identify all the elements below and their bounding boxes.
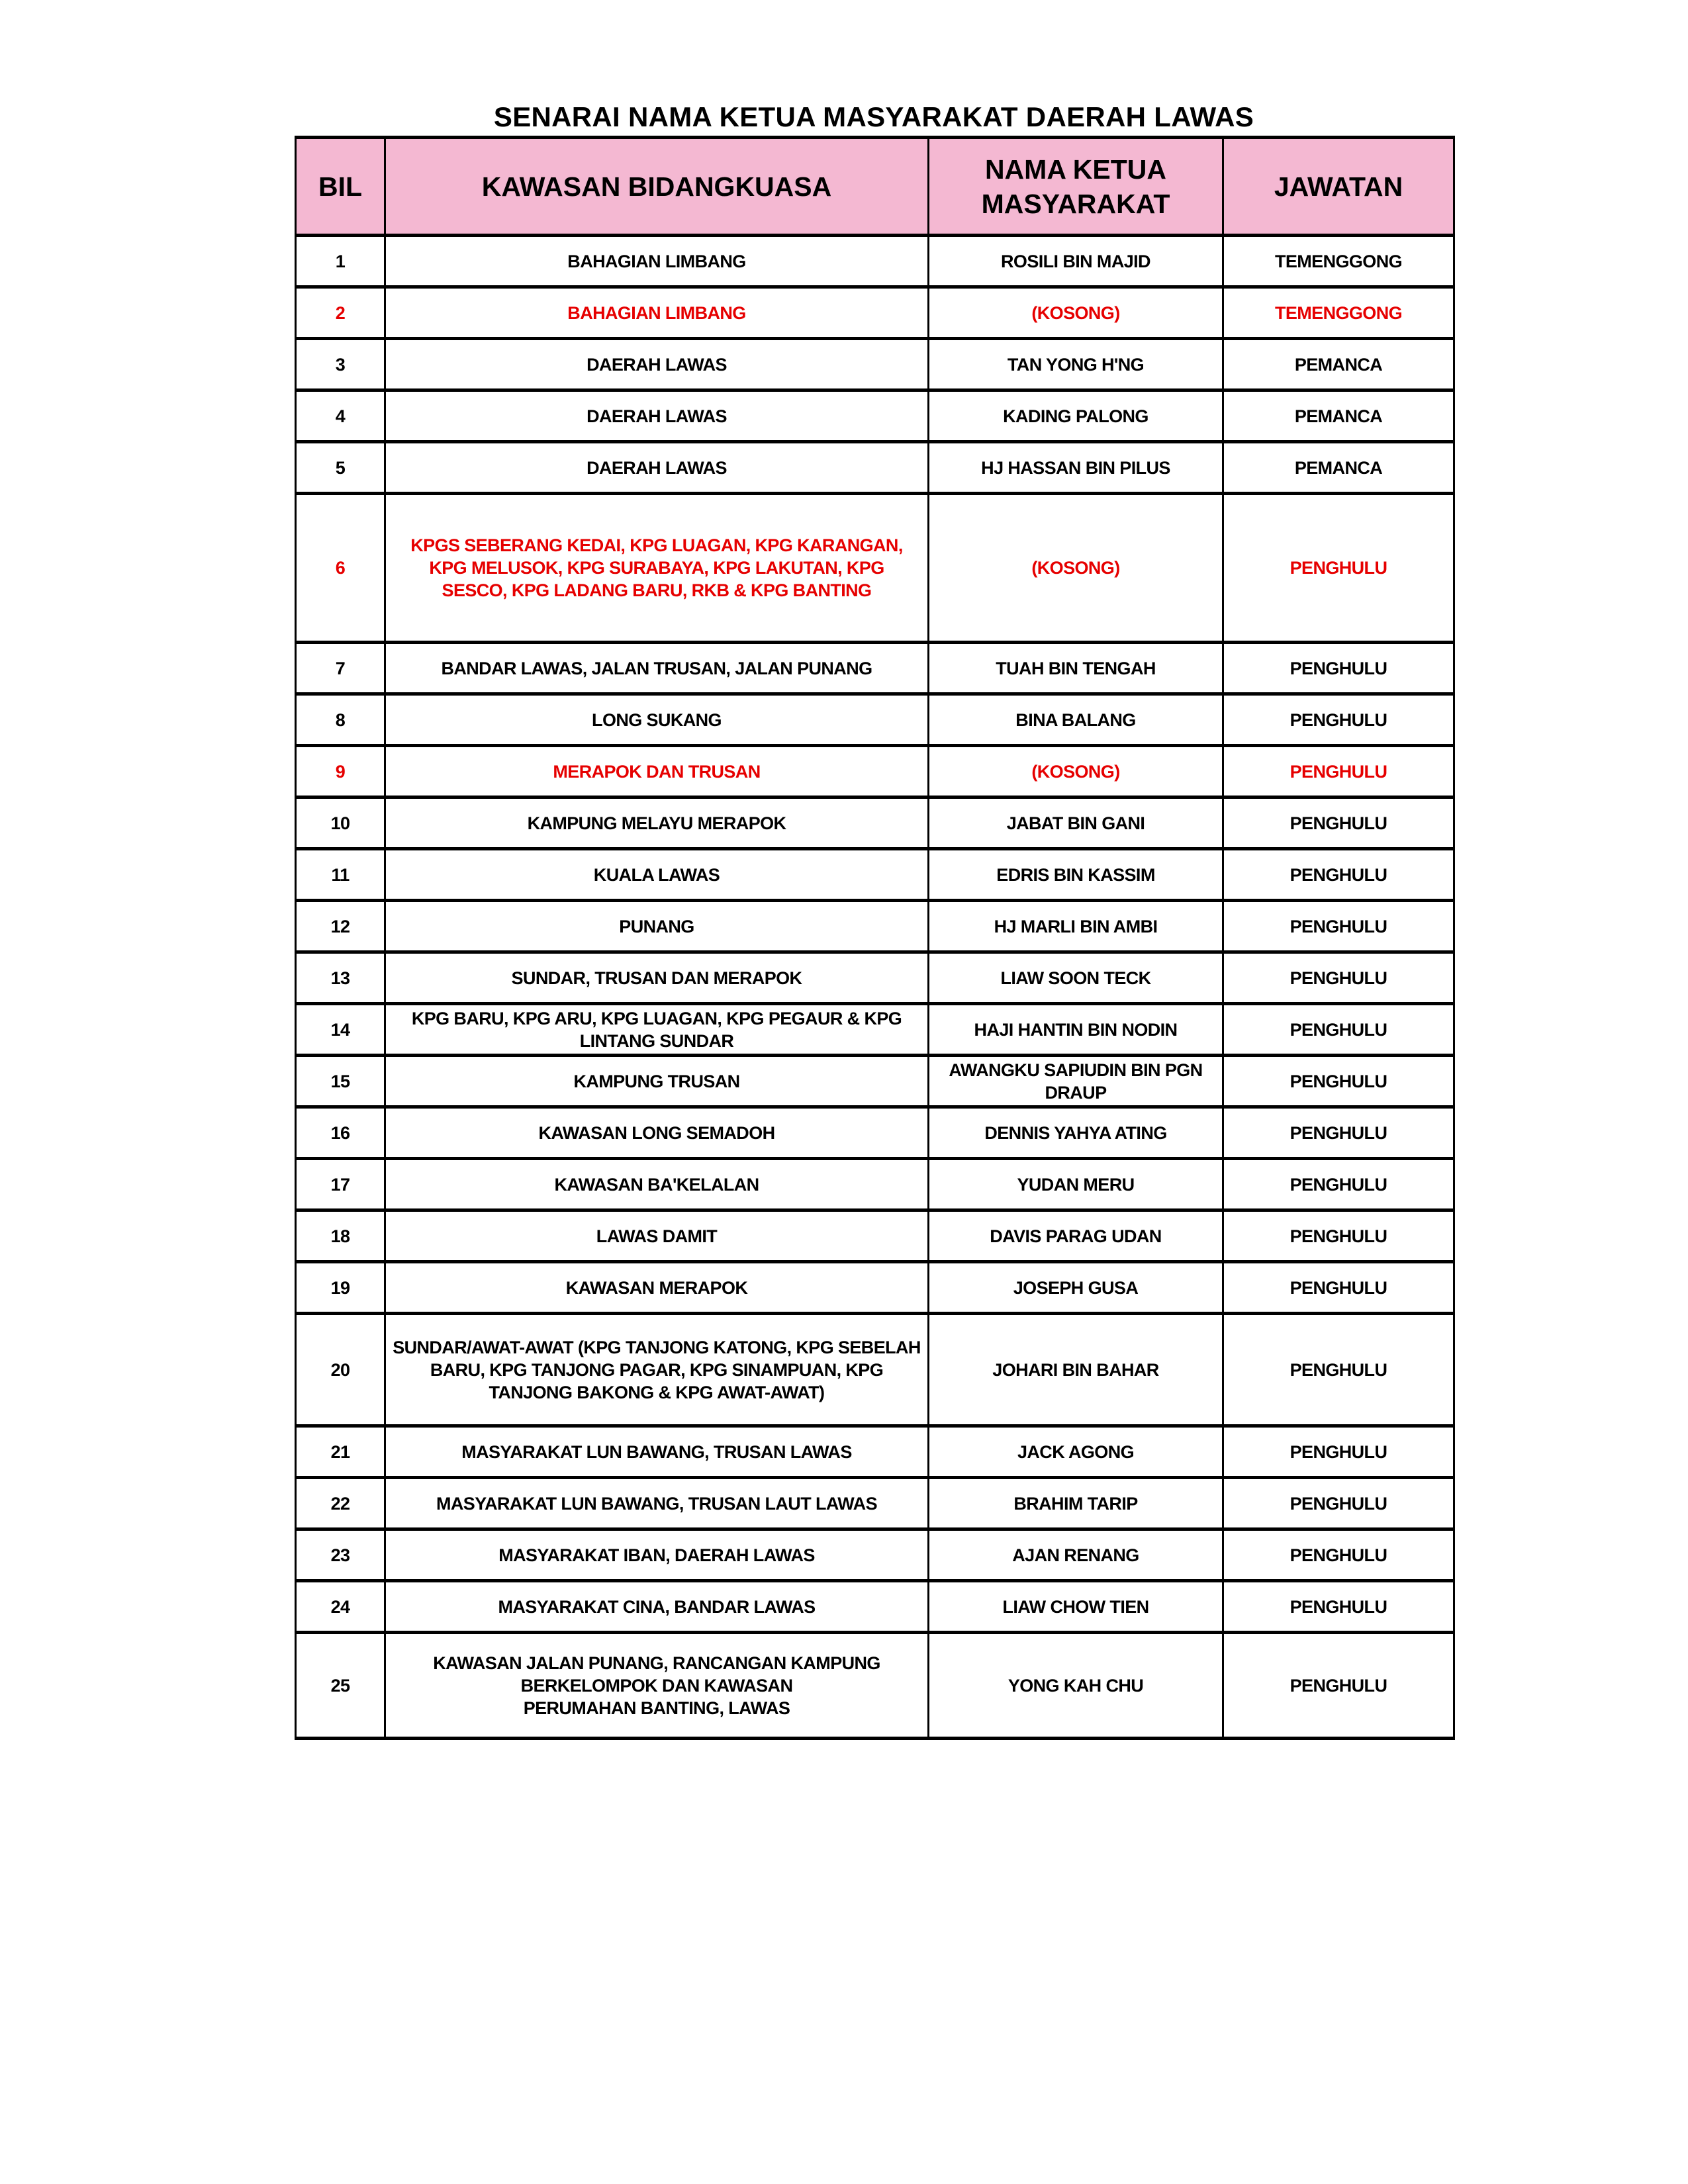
cell-nama-ketua: AWANGKU SAPIUDIN BIN PGN DRAUP [929, 1056, 1223, 1107]
table-row [296, 1210, 1454, 1262]
cell-kawasan-bidangkuasa: SUNDAR, TRUSAN DAN MERAPOK [385, 952, 929, 1004]
table-row [296, 236, 1454, 287]
table-row [296, 1262, 1454, 1314]
cell-jawatan: PENGHULU [1223, 1210, 1454, 1262]
cell-kawasan-bidangkuasa: DAERAH LAWAS [385, 442, 929, 494]
cell-nama-ketua: TUAH BIN TENGAH [929, 643, 1223, 694]
cell-kawasan-bidangkuasa: KAWASAN LONG SEMADOH [385, 1107, 929, 1159]
cell-kawasan-bidangkuasa: MASYARAKAT CINA, BANDAR LAWAS [385, 1581, 929, 1633]
cell-bil: 20 [296, 1314, 385, 1426]
cell-nama-ketua: JOSEPH GUSA [929, 1262, 1223, 1314]
cell-nama-ketua: JACK AGONG [929, 1426, 1223, 1478]
cell-bil: 1 [296, 236, 385, 287]
table-header-row [296, 138, 1454, 236]
cell-jawatan: PENGHULU [1223, 849, 1454, 901]
cell-nama-ketua: HJ MARLI BIN AMBI [929, 901, 1223, 952]
table-row [296, 1426, 1454, 1478]
table-row [296, 797, 1454, 849]
cell-bil: 22 [296, 1478, 385, 1529]
cell-bil: 12 [296, 901, 385, 952]
cell-bil: 15 [296, 1056, 385, 1107]
table-row [296, 849, 1454, 901]
cell-jawatan: TEMENGGONG [1223, 236, 1454, 287]
cell-bil: 6 [296, 494, 385, 643]
cell-nama-ketua: YONG KAH CHU [929, 1633, 1223, 1739]
cell-kawasan-bidangkuasa: LONG SUKANG [385, 694, 929, 746]
cell-kawasan-bidangkuasa: PUNANG [385, 901, 929, 952]
cell-jawatan: PENGHULU [1223, 694, 1454, 746]
cell-nama-ketua: DENNIS YAHYA ATING [929, 1107, 1223, 1159]
cell-kawasan-bidangkuasa: DAERAH LAWAS [385, 339, 929, 390]
cell-jawatan: PENGHULU [1223, 1633, 1454, 1739]
cell-kawasan-bidangkuasa: MASYARAKAT LUN BAWANG, TRUSAN LAUT LAWAS [385, 1478, 929, 1529]
cell-jawatan: PENGHULU [1223, 1107, 1454, 1159]
cell-nama-ketua: LIAW CHOW TIEN [929, 1581, 1223, 1633]
cell-jawatan: PENGHULU [1223, 1478, 1454, 1529]
cell-kawasan-bidangkuasa: LAWAS DAMIT [385, 1210, 929, 1262]
header-jawatan: JAWATAN [1223, 138, 1454, 236]
cell-kawasan-bidangkuasa: BANDAR LAWAS, JALAN TRUSAN, JALAN PUNANG [385, 643, 929, 694]
cell-bil: 17 [296, 1159, 385, 1210]
cell-nama-ketua: DAVIS PARAG UDAN [929, 1210, 1223, 1262]
table-row [296, 1581, 1454, 1633]
cell-nama-ketua: AJAN RENANG [929, 1529, 1223, 1581]
header-nama-ketua-masyarakat: NAMA KETUA MASYARAKAT [929, 138, 1223, 236]
cell-bil: 16 [296, 1107, 385, 1159]
cell-nama-ketua: (KOSONG) [929, 746, 1223, 797]
cell-bil: 13 [296, 952, 385, 1004]
cell-jawatan: PEMANCA [1223, 390, 1454, 442]
cell-kawasan-bidangkuasa: KAMPUNG MELAYU MERAPOK [385, 797, 929, 849]
cell-bil: 10 [296, 797, 385, 849]
cell-kawasan-bidangkuasa: BAHAGIAN LIMBANG [385, 236, 929, 287]
cell-jawatan: PENGHULU [1223, 1426, 1454, 1478]
cell-bil: 3 [296, 339, 385, 390]
cell-jawatan: PENGHULU [1223, 746, 1454, 797]
table-row [296, 901, 1454, 952]
cell-jawatan: TEMENGGONG [1223, 287, 1454, 339]
cell-jawatan: PENGHULU [1223, 1581, 1454, 1633]
header-kawasan-bidangkuasa: KAWASAN BIDANGKUASA [385, 138, 929, 236]
cell-jawatan: PENGHULU [1223, 1314, 1454, 1426]
cell-kawasan-bidangkuasa: DAERAH LAWAS [385, 390, 929, 442]
cell-bil: 8 [296, 694, 385, 746]
table-row [296, 390, 1454, 442]
cell-bil: 5 [296, 442, 385, 494]
header-bil: BIL [296, 138, 385, 236]
cell-bil: 18 [296, 1210, 385, 1262]
cell-nama-ketua: (KOSONG) [929, 494, 1223, 643]
cell-nama-ketua: ROSILI BIN MAJID [929, 236, 1223, 287]
cell-nama-ketua: HAJI HANTIN BIN NODIN [929, 1004, 1223, 1056]
table-row [296, 1159, 1454, 1210]
cell-nama-ketua: JABAT BIN GANI [929, 797, 1223, 849]
cell-jawatan: PENGHULU [1223, 1004, 1454, 1056]
cell-jawatan: PENGHULU [1223, 1262, 1454, 1314]
cell-kawasan-bidangkuasa: KAWASAN MERAPOK [385, 1262, 929, 1314]
table-row [296, 442, 1454, 494]
cell-bil: 14 [296, 1004, 385, 1056]
cell-bil: 9 [296, 746, 385, 797]
cell-jawatan: PEMANCA [1223, 442, 1454, 494]
cell-nama-ketua: EDRIS BIN KASSIM [929, 849, 1223, 901]
table-row [296, 952, 1454, 1004]
cell-kawasan-bidangkuasa: MASYARAKAT LUN BAWANG, TRUSAN LAWAS [385, 1426, 929, 1478]
table-row [296, 339, 1454, 390]
cell-nama-ketua: BRAHIM TARIP [929, 1478, 1223, 1529]
cell-jawatan: PENGHULU [1223, 494, 1454, 643]
cell-kawasan-bidangkuasa: MERAPOK DAN TRUSAN [385, 746, 929, 797]
document-title: SENARAI NAMA KETUA MASYARAKAT DAERAH LAWAS [493, 101, 1254, 132]
cell-bil: 2 [296, 287, 385, 339]
cell-kawasan-bidangkuasa: KAWASAN BA'KELALAN [385, 1159, 929, 1210]
table-row [296, 1314, 1454, 1426]
table-header [296, 138, 1454, 236]
cell-kawasan-bidangkuasa: KPG BARU, KPG ARU, KPG LUAGAN, KPG PEGAUR & KPG LINTANG SUNDAR [385, 1004, 929, 1056]
table-row [296, 1478, 1454, 1529]
cell-jawatan: PENGHULU [1223, 901, 1454, 952]
cell-bil: 23 [296, 1529, 385, 1581]
cell-nama-ketua: (KOSONG) [929, 287, 1223, 339]
cell-bil: 24 [296, 1581, 385, 1633]
cell-nama-ketua: BINA BALANG [929, 694, 1223, 746]
table-row [296, 643, 1454, 694]
cell-jawatan: PENGHULU [1223, 952, 1454, 1004]
cell-jawatan: PENGHULU [1223, 797, 1454, 849]
cell-nama-ketua: KADING PALONG [929, 390, 1223, 442]
cell-kawasan-bidangkuasa: KUALA LAWAS [385, 849, 929, 901]
cell-bil: 7 [296, 643, 385, 694]
cell-kawasan-bidangkuasa: BAHAGIAN LIMBANG [385, 287, 929, 339]
cell-kawasan-bidangkuasa: KAWASAN JALAN PUNANG, RANCANGAN KAMPUNG BERKELOMPOK DAN KAWASAN PERUMAHAN BANTING, LAWAS [385, 1633, 929, 1739]
cell-nama-ketua: HJ HASSAN BIN PILUS [929, 442, 1223, 494]
table-row [296, 694, 1454, 746]
cell-jawatan: PENGHULU [1223, 643, 1454, 694]
cell-jawatan: PENGHULU [1223, 1159, 1454, 1210]
cell-nama-ketua: TAN YONG H'NG [929, 339, 1223, 390]
table-row [296, 746, 1454, 797]
cell-jawatan: PENGHULU [1223, 1529, 1454, 1581]
table-row [296, 1107, 1454, 1159]
table-row [296, 1529, 1454, 1581]
cell-bil: 25 [296, 1633, 385, 1739]
cell-jawatan: PENGHULU [1223, 1056, 1454, 1107]
table-row [296, 494, 1454, 643]
cell-jawatan: PEMANCA [1223, 339, 1454, 390]
cell-nama-ketua: JOHARI BIN BAHAR [929, 1314, 1223, 1426]
cell-kawasan-bidangkuasa: SUNDAR/AWAT-AWAT (KPG TANJONG KATONG, KPG SEBELAH BARU, KPG TANJONG PAGAR, KPG SINAMPUAN, KPG TANJONG BAKONG & KPG AWAT-AWAT) [385, 1314, 929, 1426]
cell-kawasan-bidangkuasa: KAMPUNG TRUSAN [385, 1056, 929, 1107]
table-row [296, 1633, 1454, 1739]
community-leaders-table [295, 136, 1455, 1740]
cell-kawasan-bidangkuasa: MASYARAKAT IBAN, DAERAH LAWAS [385, 1529, 929, 1581]
cell-nama-ketua: LIAW SOON TECK [929, 952, 1223, 1004]
cell-bil: 11 [296, 849, 385, 901]
cell-kawasan-bidangkuasa: KPGS SEBERANG KEDAI, KPG LUAGAN, KPG KARANGAN, KPG MELUSOK, KPG SURABAYA, KPG LAKUTAN, KPG SESCO, KPG LADANG BARU, RKB & KPG BANTING [385, 494, 929, 643]
cell-bil: 4 [296, 390, 385, 442]
table-row [296, 287, 1454, 339]
table-body [296, 236, 1454, 1739]
table-row [296, 1056, 1454, 1107]
cell-bil: 19 [296, 1262, 385, 1314]
cell-bil: 21 [296, 1426, 385, 1478]
table-row [296, 1004, 1454, 1056]
cell-nama-ketua: YUDAN MERU [929, 1159, 1223, 1210]
